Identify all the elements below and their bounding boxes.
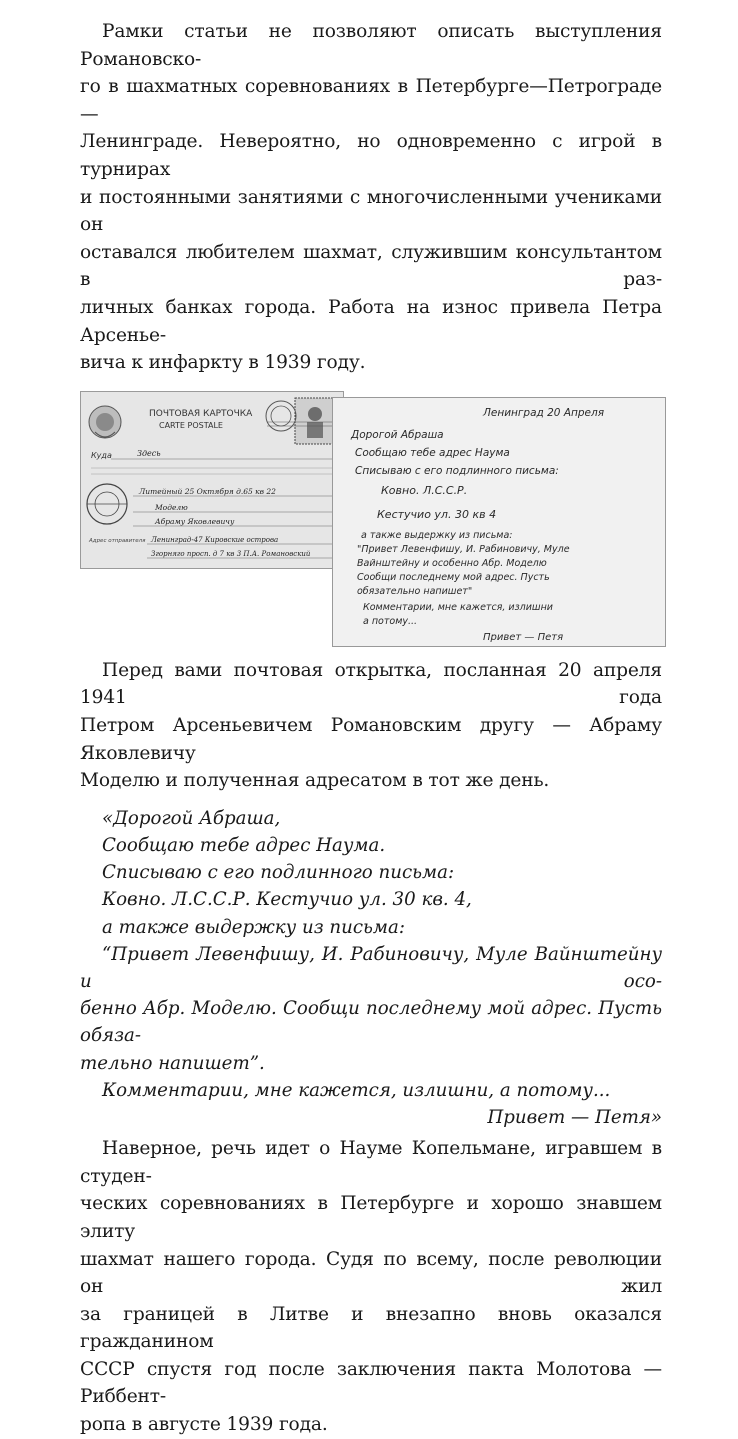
quote-line: “Привет Левенфишу, И. Рабиновичу, Муле Вайнштейну и осо-	[80, 943, 662, 992]
handwriting-line: а также выдержку из письма:	[361, 529, 513, 541]
text-line: Перед вами почтовая открытка, посланная 20 апреля 1941 года	[80, 659, 662, 709]
quote-line: тельно напишет”.	[80, 1052, 265, 1074]
text-line: Рамки статьи не позволяют описать выступления Романовско-	[80, 21, 662, 70]
postcard-front-graphic	[81, 392, 343, 568]
postcard-figure	[80, 391, 662, 647]
quote-line: бенно Абр. Моделю. Сообщи последнему мой адрес. Пусть обяза-	[80, 998, 662, 1047]
paragraph-1	[80, 18, 662, 377]
handwriting-line: "Привет Левенфишу, И. Рабиновичу, Муле	[357, 543, 570, 555]
text-line: личных банках города. Работа на износ привела Петра Арсенье-	[80, 296, 662, 346]
handwriting-line: Списываю с его подлинного письма:	[355, 464, 559, 477]
quote-line: Сообщаю тебе адрес Наума.	[102, 834, 386, 856]
postcard-to-label: Куда	[91, 450, 112, 460]
postage-stamp-icon	[295, 398, 335, 444]
text-line: оставался любителем шахмат, служившим консультантом в раз-	[80, 241, 662, 291]
quote-line: Комментарии, мне кажется, излишни, а потому...	[102, 1079, 611, 1101]
handwriting-line: Сообщи последнему мой адрес. Пусть	[357, 571, 550, 583]
handwriting-line: Комментарии, мне кажется, излишни	[363, 601, 553, 613]
handwriting-line: Кестучио ул. 30 кв 4	[377, 507, 497, 521]
quote-line: Списываю с его подлинного письма:	[102, 862, 455, 884]
postcard-front-title: ПОЧТОВАЯ КАРТОЧКА	[149, 408, 253, 419]
quote-line: а также выдержку из письма:	[102, 916, 405, 938]
postcard-front	[80, 391, 344, 569]
soviet-emblem-icon	[89, 406, 121, 438]
letter-quote	[80, 805, 662, 1131]
postcard-sender-line: Згорняго просп. д 7 кв 3 П.А. Романовский	[151, 549, 311, 558]
postcard-name-line: Моделю	[155, 502, 188, 512]
quote-line: «Дорогой Абраша,	[102, 807, 281, 829]
text-line: и постоянными занятиями с многочисленными учениками он	[80, 186, 662, 236]
text-line: за границей в Литве и внезапно вновь оказался гражданином	[80, 1303, 662, 1353]
handwriting-line: Дорогой Абраша	[351, 428, 444, 441]
paragraph-3	[80, 1135, 662, 1439]
text-line: Петром Арсеньевичем Романовским другу — Абраму Яковлевичу	[80, 714, 662, 764]
page-content	[80, 18, 662, 1439]
handwriting-line: Привет — Петя	[483, 631, 564, 643]
postcard-sender-line: Ленинград-47 Кировские острова	[151, 535, 279, 544]
text-line: Моделю и полученная адресатом в тот же день.	[80, 770, 550, 792]
handwriting-line: Ковно. Л.С.С.Р.	[381, 483, 468, 497]
text-line: шахмат нашего города. Судя по всему, после революции он жил	[80, 1248, 662, 1298]
handwriting-line: обязательно напишет"	[357, 585, 473, 597]
text-line: го в шахматных соревнованиях в Петербурге—Петрограде—	[80, 76, 662, 125]
postcard-back-date: Ленинград 20 Апреля	[483, 406, 605, 419]
quote-line: Ковно. Л.С.С.Р. Кестучио ул. 30 кв. 4,	[102, 889, 472, 911]
text-line: Ленинграде. Невероятно, но одновременно с игрой в турнирах	[80, 131, 662, 180]
postcard-address-line: Литейный 25 Октября д.65 кв 22	[139, 486, 276, 496]
postcard-name-line: Абраму Яковлевичу	[155, 516, 235, 526]
text-line: СССР спустя год после заключения пакта Молотова — Риббент-	[80, 1358, 662, 1408]
text-line: ческих соревнованиях в Петербурге и хорошо знавшем элиту	[80, 1193, 662, 1242]
postcard-back-graphic	[333, 398, 665, 646]
postcard-back	[332, 397, 666, 647]
text-line: Наверное, речь идет о Науме Копельмане, игравшем в студен-	[80, 1138, 662, 1187]
quote-signature: Привет — Петя»	[487, 1106, 662, 1128]
postcard-front-subtitle: CARTE POSTALE	[159, 420, 223, 430]
text-line: ропа в августе 1939 года.	[80, 1414, 328, 1436]
text-line: вича к инфаркту в 1939 году.	[80, 352, 366, 374]
handwriting-line: Сообщаю тебе адрес Наума	[355, 446, 510, 459]
postcard-sender-label: Адрес отправителя	[89, 537, 146, 544]
handwriting-line: а потому...	[363, 615, 418, 627]
postcard-to-value: Здесь	[137, 448, 161, 458]
handwriting-line: Вайнштейну и особенно Абр. Моделю	[357, 557, 547, 569]
paragraph-2	[80, 657, 662, 795]
